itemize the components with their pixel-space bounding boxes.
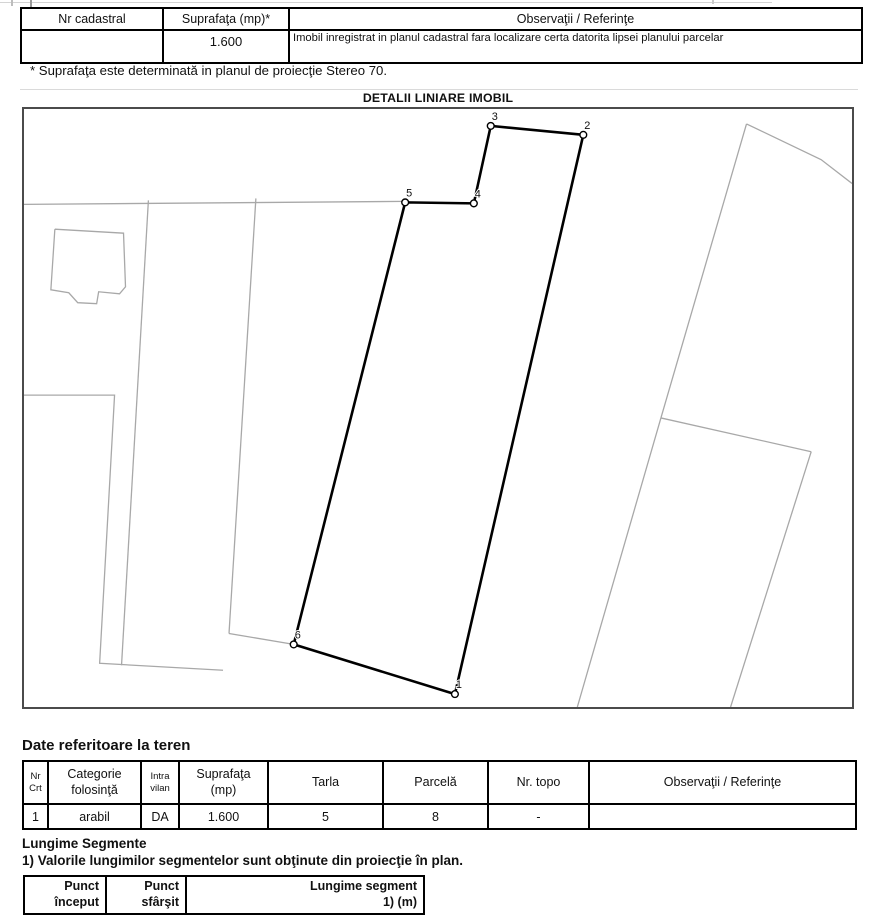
- header-line: Categorie: [67, 766, 122, 781]
- background-parcel-line: [122, 200, 149, 665]
- imobil-table: [20, 7, 863, 64]
- teren-categorie-value: arabil: [48, 804, 141, 829]
- teren-header-intravilan: [141, 761, 179, 804]
- header-line: Suprafaţa: [196, 766, 251, 781]
- imobil-header-suprafata: Suprafaţa (mp)*: [163, 8, 289, 30]
- teren-header-tarla: Tarla: [268, 761, 383, 804]
- segments-header-lungime: [186, 876, 424, 914]
- teren-suprafata-value: 1.600: [179, 804, 268, 829]
- teren-tarla-value: 5: [268, 804, 383, 829]
- vertex-label: 5: [406, 187, 413, 200]
- vertex-label: 4: [474, 188, 481, 201]
- segments-note: 1) Valorile lungimilor segmentelor sunt obţinute din proiecţie în plan.: [22, 853, 464, 868]
- segments-header-punct-sfarsit: [106, 876, 186, 914]
- vertex-label: 1: [455, 679, 462, 692]
- teren-header-row: [23, 761, 856, 804]
- segments-header-punct-inceput: [24, 876, 106, 914]
- background-parcel-line: [51, 229, 126, 304]
- teren-nr-topo-value: -: [488, 804, 589, 829]
- header-line: Punct: [144, 879, 179, 893]
- map-title: DETALII LINIARE IMOBIL: [362, 91, 514, 105]
- scan-artifact-tick: [11, 0, 13, 6]
- vertex-label: 6: [294, 629, 301, 642]
- vertex-marker: [580, 131, 587, 138]
- segments-table: [23, 875, 425, 915]
- teren-intravilan-value: DA: [141, 804, 179, 829]
- header-line: Punct: [64, 879, 99, 893]
- scan-artifact-line: [0, 2, 772, 3]
- imobil-header-row: [21, 8, 862, 30]
- map-svg: [24, 109, 852, 707]
- header-line: Intra: [150, 771, 170, 783]
- teren-header-nr-topo: Nr. topo: [488, 761, 589, 804]
- header-line: Nr: [30, 771, 41, 783]
- vertex-label: 3: [491, 110, 498, 123]
- scan-artifact-tick: [712, 0, 714, 4]
- imobil-data-row: [21, 30, 862, 63]
- map-frame: [22, 107, 854, 709]
- background-parcel-line: [577, 418, 661, 707]
- imobil-header-observatii: Observaţii / Referinţe: [289, 8, 862, 30]
- background-parcel-line: [229, 198, 256, 633]
- imobil-header-nr-cadastral: Nr cadastral: [21, 8, 163, 30]
- header-line: 1) (m): [382, 895, 417, 909]
- background-parcel-line: [661, 124, 747, 418]
- vertex-marker: [452, 691, 459, 698]
- stereo70-footnote: * Suprafaţa este determinată in planul de proiecţie Stereo 70.: [30, 63, 388, 78]
- teren-header-suprafata: [179, 761, 268, 804]
- background-parcel-line: [661, 418, 811, 452]
- header-line: început: [54, 895, 99, 909]
- teren-header-observatii: Observaţii / Referinţe: [589, 761, 856, 804]
- teren-parcela-value: 8: [383, 804, 488, 829]
- imobil-suprafata-value: 1.600: [163, 30, 289, 63]
- header-line: (mp): [210, 782, 237, 797]
- teren-data-row: [23, 804, 856, 829]
- teren-header-parcela: Parcelă: [383, 761, 488, 804]
- header-line: folosinţă: [71, 782, 118, 797]
- vertex-marker: [402, 199, 409, 206]
- vertex-marker: [470, 200, 477, 207]
- map-block-top-border: [20, 89, 858, 90]
- teren-header-categorie: [48, 761, 141, 804]
- teren-section-title: Date referitoare la teren: [22, 737, 191, 754]
- parcel-polygon: [294, 126, 584, 694]
- scan-artifact-tick: [30, 0, 32, 7]
- segments-section-title: Lungime Segmente: [22, 836, 147, 851]
- header-line: Lungime segment: [310, 879, 417, 893]
- vertex-label: 2: [584, 119, 591, 132]
- teren-table: [22, 760, 857, 830]
- teren-observatii-value: [589, 804, 856, 829]
- header-line: Crt: [29, 782, 42, 794]
- vertex-marker: [487, 123, 494, 130]
- background-parcel-line: [229, 633, 294, 644]
- vertex-marker: [290, 641, 297, 648]
- imobil-nr-cadastral-value: [21, 30, 163, 63]
- background-parcel-line: [747, 124, 852, 184]
- background-parcel-line: [731, 452, 812, 707]
- header-line: sfârşit: [141, 895, 179, 909]
- header-line: vilan: [150, 782, 170, 794]
- segments-header-row: [24, 876, 424, 914]
- teren-header-nr-crt: [23, 761, 48, 804]
- background-parcel-line: [24, 201, 405, 204]
- imobil-observatii-value: Imobil inregistrat in planul cadastral fara localizare certa datorita lipsei planului parcelar: [289, 30, 862, 63]
- teren-nr-crt-value: 1: [23, 804, 48, 829]
